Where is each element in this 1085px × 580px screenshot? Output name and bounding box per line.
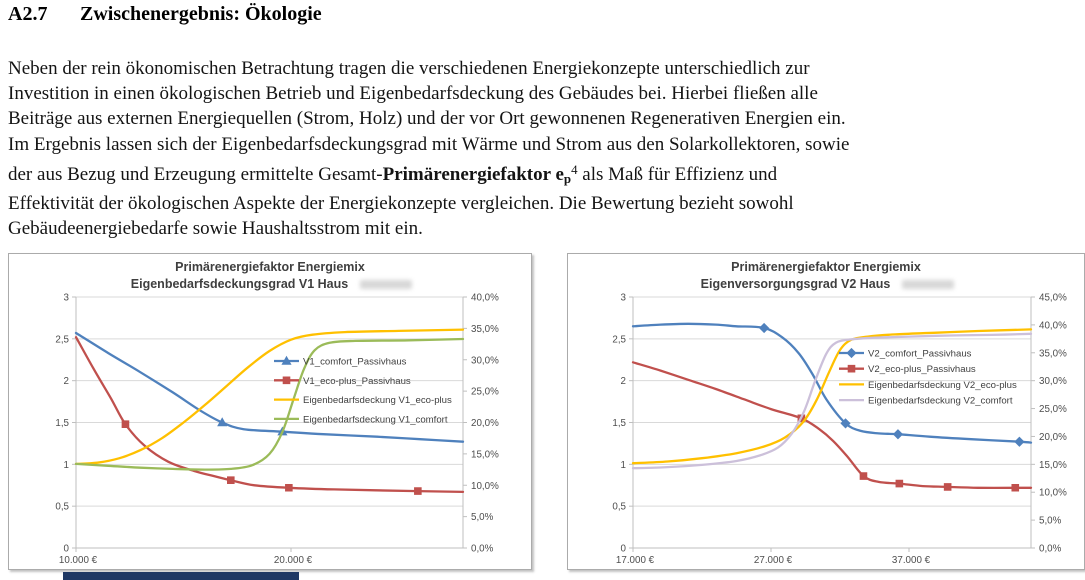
square-marker <box>896 480 903 487</box>
y-left-tick-label: 2 <box>63 376 69 388</box>
paragraph-segment: Primärenergiefaktor e <box>382 163 564 185</box>
y-right-tick-label: 5,0% <box>471 512 494 524</box>
chart-v1-plot <box>9 254 531 569</box>
square-marker <box>415 488 422 495</box>
section-title: Zwischenergebnis: Ökologie <box>80 3 322 25</box>
y-left-tick-label: 3 <box>63 292 69 304</box>
paragraph-segment: 4 <box>571 161 578 177</box>
paragraph-segment: Gebäudeenergiebedarfe sowie Haushaltsstrom mit ein. <box>8 218 423 240</box>
y-left-tick-label: 1 <box>63 459 69 471</box>
y-left-tick-label: 1 <box>620 459 626 471</box>
paragraph-segment: Effektivität der ökologischen Aspekte der Energiekonzepte vergleichen. Die Bewertung bezieht sowohl <box>8 193 794 215</box>
chart-legend <box>274 357 452 426</box>
y-right-axis-labels <box>463 293 499 555</box>
paragraph-line <box>8 106 1083 131</box>
y-right-tick-label: 10,0% <box>471 480 499 492</box>
x-axis-labels <box>616 548 931 566</box>
square-marker <box>860 473 867 480</box>
cutoff-table-header-bar <box>63 572 299 580</box>
y-left-tick-label: 1,5 <box>55 418 69 429</box>
paragraph-segment: Investition in einen ökologischen Betrieb und Eigenbedarfsdeckung des Gebäudes bei. Hierbei fließen alle <box>8 83 818 105</box>
y-right-tick-label: 40,0% <box>1039 320 1067 332</box>
paragraph-segment: Im Ergebnis lassen sich der Eigenbedarfsdeckungsgrad mit Wärme und Strom aus den Solarkollektoren, sowie <box>8 133 850 155</box>
chart-title-line2: Eigenbedarfsdeckungsgrad V1 Haus <box>128 277 351 291</box>
y-right-tick-label: 30,0% <box>471 355 499 367</box>
legend-label: V2_eco-plus_Passivhaus <box>868 364 976 376</box>
square-marker <box>944 484 951 491</box>
y-right-tick-label: 20,0% <box>1039 431 1067 443</box>
y-left-tick-label: 2,5 <box>55 334 69 346</box>
legend-label: Eigenbedarfsdeckung V1_eco-plus <box>303 395 452 407</box>
paragraph-segment: als Maß für Effizienz und <box>577 163 778 185</box>
blurred-watermark <box>360 280 412 289</box>
square-marker <box>848 365 855 372</box>
y-left-tick-label: 1,5 <box>612 418 626 429</box>
y-left-tick-label: 0 <box>63 543 69 555</box>
x-tick-label: 20.000 € <box>273 555 313 566</box>
paragraph-segment: Neben der rein ökonomischen Betrachtung tragen die verschiedenen Energiekonzepte unterschiedlich zur <box>8 58 810 79</box>
square-marker <box>122 421 129 428</box>
square-marker <box>1012 484 1019 491</box>
paragraph-line <box>8 216 1083 241</box>
y-right-axis-labels <box>1031 293 1067 555</box>
x-tick-label: 17.000 € <box>615 555 655 566</box>
y-right-tick-label: 35,0% <box>471 323 499 335</box>
y-right-tick-label: 0,0% <box>1039 543 1062 555</box>
chart-title-line1: Primärenergiefaktor Energiemix <box>172 260 368 274</box>
paragraph-segment: Beiträge aus externen Energiequellen (Strom, Holz) und der vor Ort gewonnenen Regenerativen Energien ein. <box>8 108 846 130</box>
y-right-tick-label: 15,0% <box>1039 459 1067 471</box>
y-right-tick-label: 30,0% <box>1039 376 1067 388</box>
y-right-tick-label: 35,0% <box>1039 348 1067 360</box>
x-tick-label: 27.000 € <box>753 555 793 566</box>
legend-label: Eigenbedarfsdeckung V1_comfort <box>303 414 448 426</box>
y-left-axis-labels <box>55 293 76 555</box>
diamond-marker <box>760 324 769 333</box>
square-marker <box>283 377 290 384</box>
square-marker <box>286 484 293 491</box>
chart-title-line1: Primärenergiefaktor Energiemix <box>728 260 924 274</box>
chart-v1-haus <box>8 253 532 570</box>
legend-label: V1_eco-plus_Passivhaus <box>303 375 411 387</box>
y-right-tick-label: 25,0% <box>1039 404 1067 416</box>
y-right-tick-label: 45,0% <box>1039 292 1067 304</box>
diamond-marker <box>894 430 903 439</box>
y-right-tick-label: 0,0% <box>471 543 494 555</box>
diamond-marker <box>1015 437 1024 446</box>
x-tick-label: 10.000 € <box>58 555 98 566</box>
legend-label: V2_comfort_Passivhaus <box>868 348 972 360</box>
chart-v2-plot <box>568 254 1084 569</box>
y-right-tick-label: 5,0% <box>1039 515 1062 527</box>
y-right-tick-label: 10,0% <box>1039 487 1067 499</box>
y-right-tick-label: 20,0% <box>471 418 499 429</box>
y-right-tick-label: 15,0% <box>471 449 499 461</box>
y-left-tick-label: 0 <box>620 543 626 555</box>
diamond-marker <box>847 349 856 358</box>
x-tick-label: 37.000 € <box>891 555 931 566</box>
body-paragraph <box>8 56 1083 241</box>
section-heading <box>8 3 322 26</box>
y-left-axis-labels <box>612 293 633 555</box>
y-left-tick-label: 0,5 <box>612 501 626 513</box>
legend-label: Eigenbedarfsdeckung V2_comfort <box>868 395 1013 407</box>
chart-legend <box>839 349 1017 407</box>
legend-label: V1_comfort_Passivhaus <box>303 356 407 368</box>
chart-title <box>568 259 1084 293</box>
y-left-tick-label: 3 <box>620 292 626 304</box>
chart-title-line2: Eigenversorgungsgrad V2 Haus <box>698 277 894 291</box>
y-left-tick-label: 2 <box>620 376 626 388</box>
chart-v2-haus <box>567 253 1085 570</box>
paragraph-line <box>8 191 1083 216</box>
legend-label: Eigenbedarfsdeckung V2_eco-plus <box>868 379 1017 391</box>
paragraph-segment: der aus Bezug und Erzeugung ermittelte Gesamt- <box>8 163 383 185</box>
y-left-tick-label: 2,5 <box>612 334 626 346</box>
paragraph-line <box>8 132 1083 157</box>
paragraph-line <box>8 81 1083 106</box>
x-axis-labels <box>59 548 313 566</box>
paragraph-line <box>8 56 1083 81</box>
chart-title <box>9 259 531 293</box>
paragraph-line <box>8 157 1083 191</box>
y-right-tick-label: 25,0% <box>471 386 499 398</box>
y-left-tick-label: 0,5 <box>55 501 69 513</box>
blurred-watermark <box>902 280 954 289</box>
paragraph-segment: p <box>563 170 572 186</box>
y-right-tick-label: 40,0% <box>471 292 499 304</box>
square-marker <box>228 477 235 484</box>
section-number: A2.7 <box>8 3 48 25</box>
